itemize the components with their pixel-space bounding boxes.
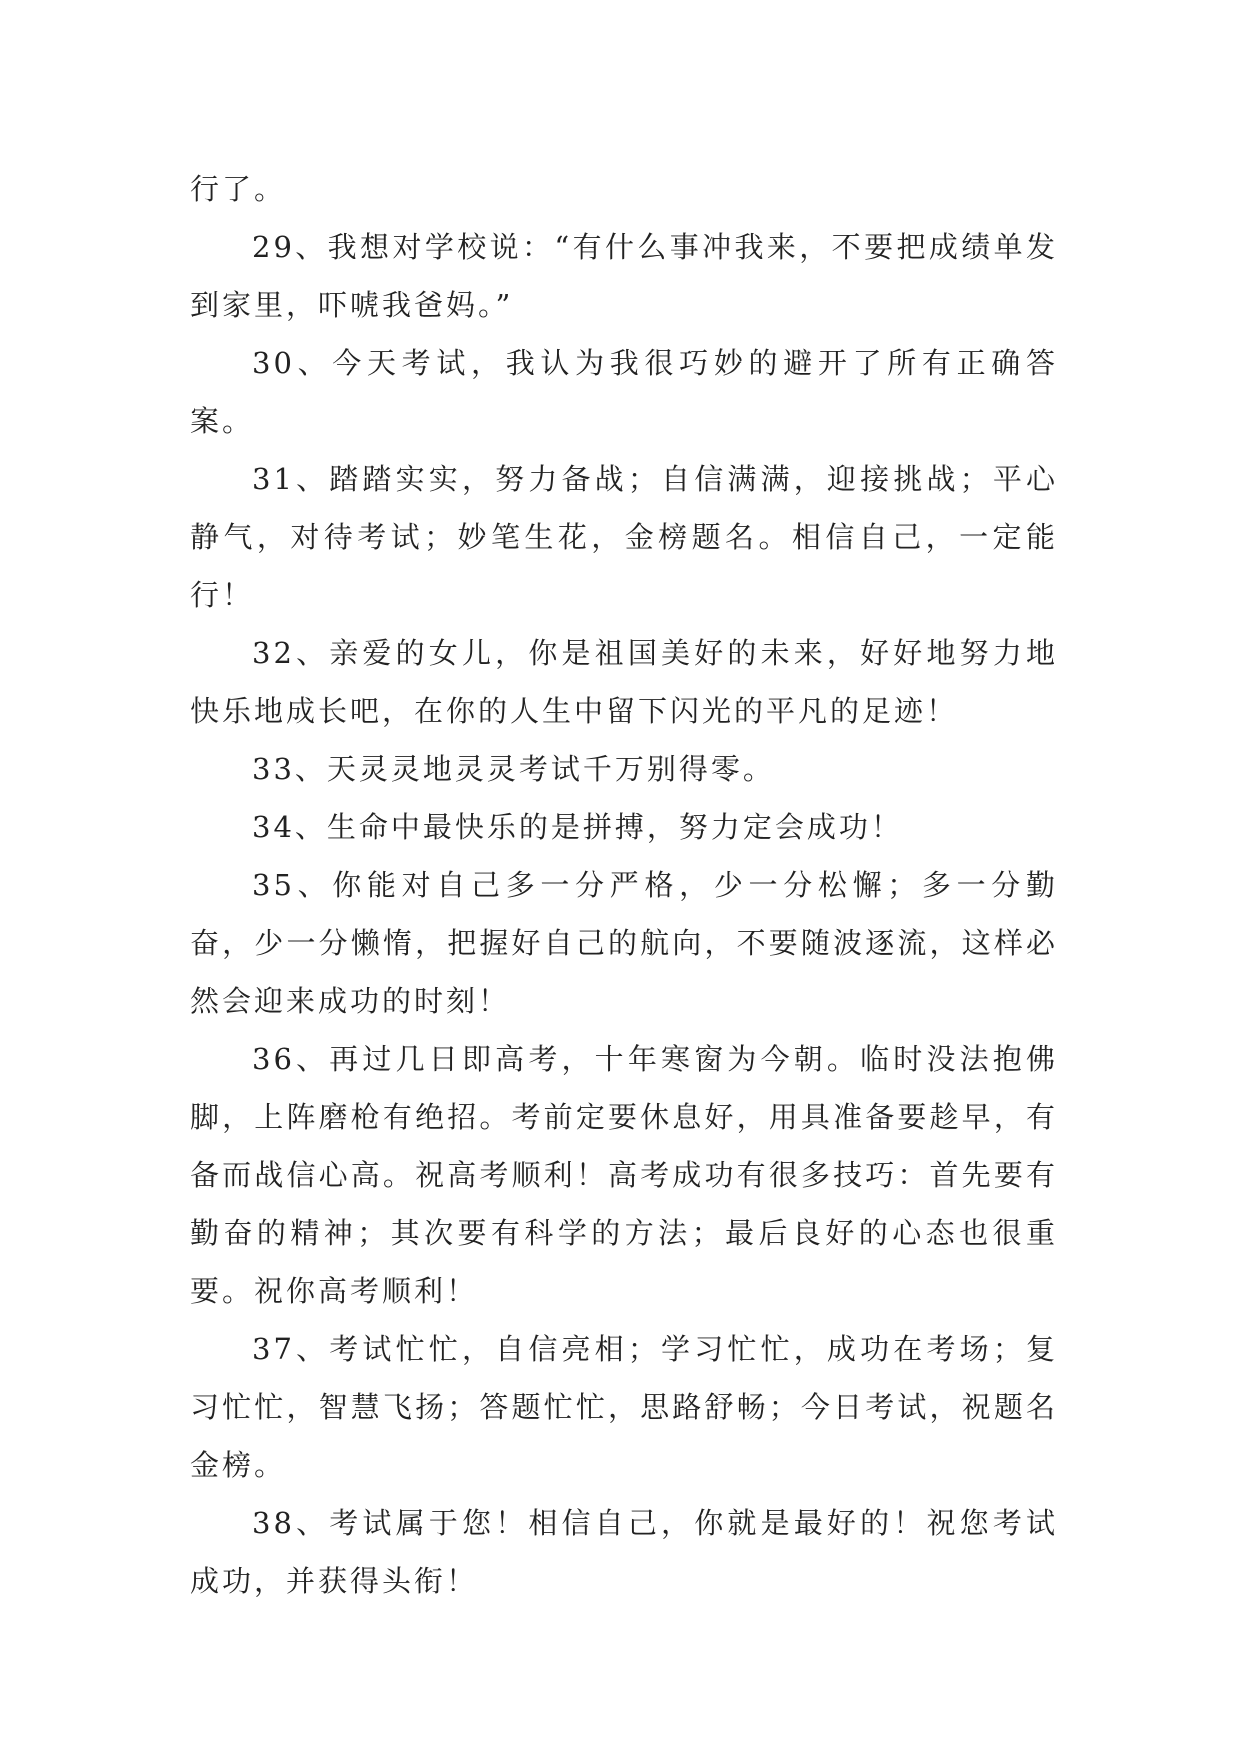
paragraph-35: 35、你能对自己多一分严格，少一分松懈；多一分勤奋，少一分懒惰，把握好自己的航向，不要随波逐流，这样必然会迎来成功的时刻！	[190, 868, 1058, 1018]
document-body	[190, 160, 1058, 1610]
paragraph-38: 38、考试属于您！相信自己，你就是最好的！祝您考试成功，并获得头衔！	[190, 1506, 1058, 1598]
paragraph-31: 31、踏踏实实，努力备战；自信满满，迎接挑战；平心静气，对待考试；妙笔生花，金榜题名。相信自己，一定能行！	[190, 462, 1058, 612]
paragraph-29: 29、我想对学校说：“有什么事冲我来，不要把成绩单发到家里，吓唬我爸妈。”	[190, 230, 1058, 322]
paragraph-36: 36、再过几日即高考，十年寒窗为今朝。临时没法抱佛脚，上阵磨枪有绝招。考前定要休息好，用具准备要趁早，有备而战信心高。祝高考顺利！高考成功有很多技巧：首先要有勤奋的精神；其次要有科学的方法；最后良好的心态也很重要。祝你高考顺利！	[190, 1042, 1058, 1308]
paragraph-continuation: 行了。	[190, 172, 287, 206]
paragraph-37: 37、考试忙忙，自信亮相；学习忙忙，成功在考场；复习忙忙，智慧飞扬；答题忙忙，思路舒畅；今日考试，祝题名金榜。	[190, 1332, 1058, 1482]
paragraph-33: 33、天灵灵地灵灵考试千万别得零。	[252, 752, 775, 786]
paragraph-32: 32、亲爱的女儿，你是祖国美好的未来，好好地努力地快乐地成长吧，在你的人生中留下闪光的平凡的足迹！	[190, 636, 1058, 728]
paragraph-34: 34、生命中最快乐的是拼搏，努力定会成功！	[252, 810, 903, 844]
paragraph-30: 30、今天考试，我认为我很巧妙的避开了所有正确答案。	[190, 346, 1058, 438]
